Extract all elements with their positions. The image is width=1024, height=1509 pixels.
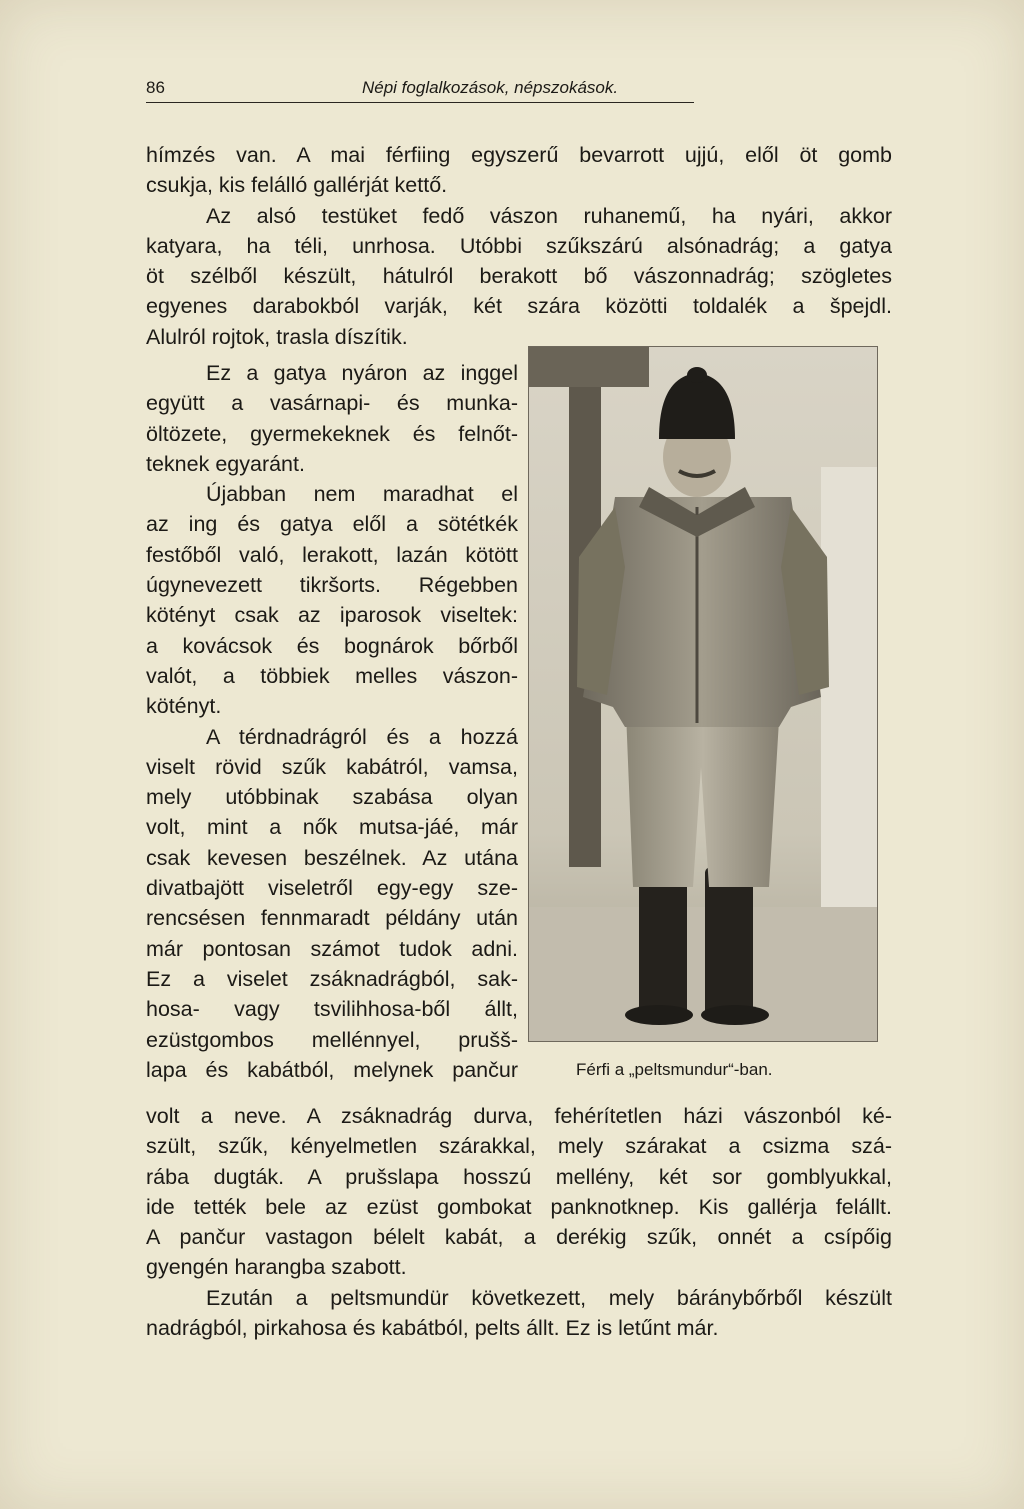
text-line: lapa és kabátból, melynek pančur [146,1057,518,1082]
running-header [146,76,694,103]
text-line: A pančur vastagon bélelt kabát, a derékig szűk, onnét a csípőig [146,1225,892,1250]
text-block-column [146,358,518,1085]
text-line: teknek egyaránt. [146,451,305,476]
text-line: Ezután a peltsmundür következett, mely báránybőrből készült [206,1285,892,1310]
text-line: csak kevesen beszélnek. Az utána [146,845,518,870]
text-line: szült, szűk, kényelmetlen szárakkal, mely szárakat a csizma szá- [146,1134,892,1159]
text-line: festőből való, lerakott, lazán kötött [146,542,518,567]
text-line: viselt rövid szűk kabátról, vamsa, [146,754,518,779]
text-line: Ez a viselet zsáknadrágból, sak- [146,966,518,991]
text-line: volt, mint a nők mutsa-jáé, már [146,815,518,840]
text-line: kötényt. [146,694,222,719]
text-line: az ing és gatya elől a sötétkék [146,512,518,537]
text-line: gyengén harangba szabott. [146,1255,407,1280]
page-number: 86 [146,78,165,97]
photo-caption: Férfi a „peltsmundur“-ban. [576,1060,773,1079]
text-line: divatbajött viseletről egy-egy sze- [146,876,518,901]
text-line: kötényt csak az iparosok viseltek: [146,603,518,628]
text-line: Az alsó testüket fedő vászon ruhanemű, ha nyári, akkor [206,203,892,228]
text-line: Ez a gatya nyáron az inggel [206,361,518,385]
text-line: mely utóbbinak szabása olyan [146,785,518,810]
text-line: volt a neve. A zsáknadrág durva, fehérítetlen házi vászonból ké- [146,1104,892,1128]
text-line: hímzés van. A mai férfiing egyszerű bevarrott ujjú, elől öt gomb [146,143,892,167]
text-block-top [146,140,892,352]
text-block-bottom [146,1101,892,1343]
text-line: A térdnadrágról és a hozzá [206,724,518,749]
text-line: öltözete, gyermekeknek és felnőt- [146,421,518,446]
text-line: Újabban nem maradhat el [206,482,518,507]
text-line: úgynevezett tikršorts. Régebben [146,573,518,598]
text-line: valót, a többiek melles vászon- [146,663,518,688]
photograph-illustration [529,347,877,1041]
text-line: ide tették bele az ezüst gombokat panknotknep. Kis gallérja felállt. [146,1194,892,1219]
text-line: rába dugták. A prušslapa hosszú mellény, két sor gomblyukkal, [146,1164,892,1189]
running-title: Népi foglalkozások, népszokások. [362,78,619,97]
text-line: rencsésen fennmaradt példány után [146,906,518,931]
text-line: ezüstgombos mellénnyel, prušš- [146,1027,518,1052]
text-line: Alulról rojtok, trasla díszítik. [146,324,408,349]
text-line: hosa- vagy tsvilihhosa-ből állt, [146,997,518,1022]
text-line: egyenes darabokból varják, két szára közötti toldalék a špejdl. [146,294,892,319]
photograph [528,346,878,1042]
text-line: katyara, ha téli, unrhosa. Utóbbi szűkszárú alsónadrág; a gatya [146,233,892,258]
text-line: csukja, kis felálló gallérját kettő. [146,173,448,198]
text-line: már pontosan számot tudok adni. [146,936,518,961]
text-line: a kovácsok és bognárok bőrből [146,633,518,658]
text-line: együtt a vasárnapi- és munka- [146,391,518,416]
text-line: öt szélből készült, hátulról berakott bő vászonnadrág; szögletes [146,264,892,289]
text-line: nadrágból, pirkahosa és kabátból, pelts állt. Ez is letűnt már. [146,1316,719,1341]
